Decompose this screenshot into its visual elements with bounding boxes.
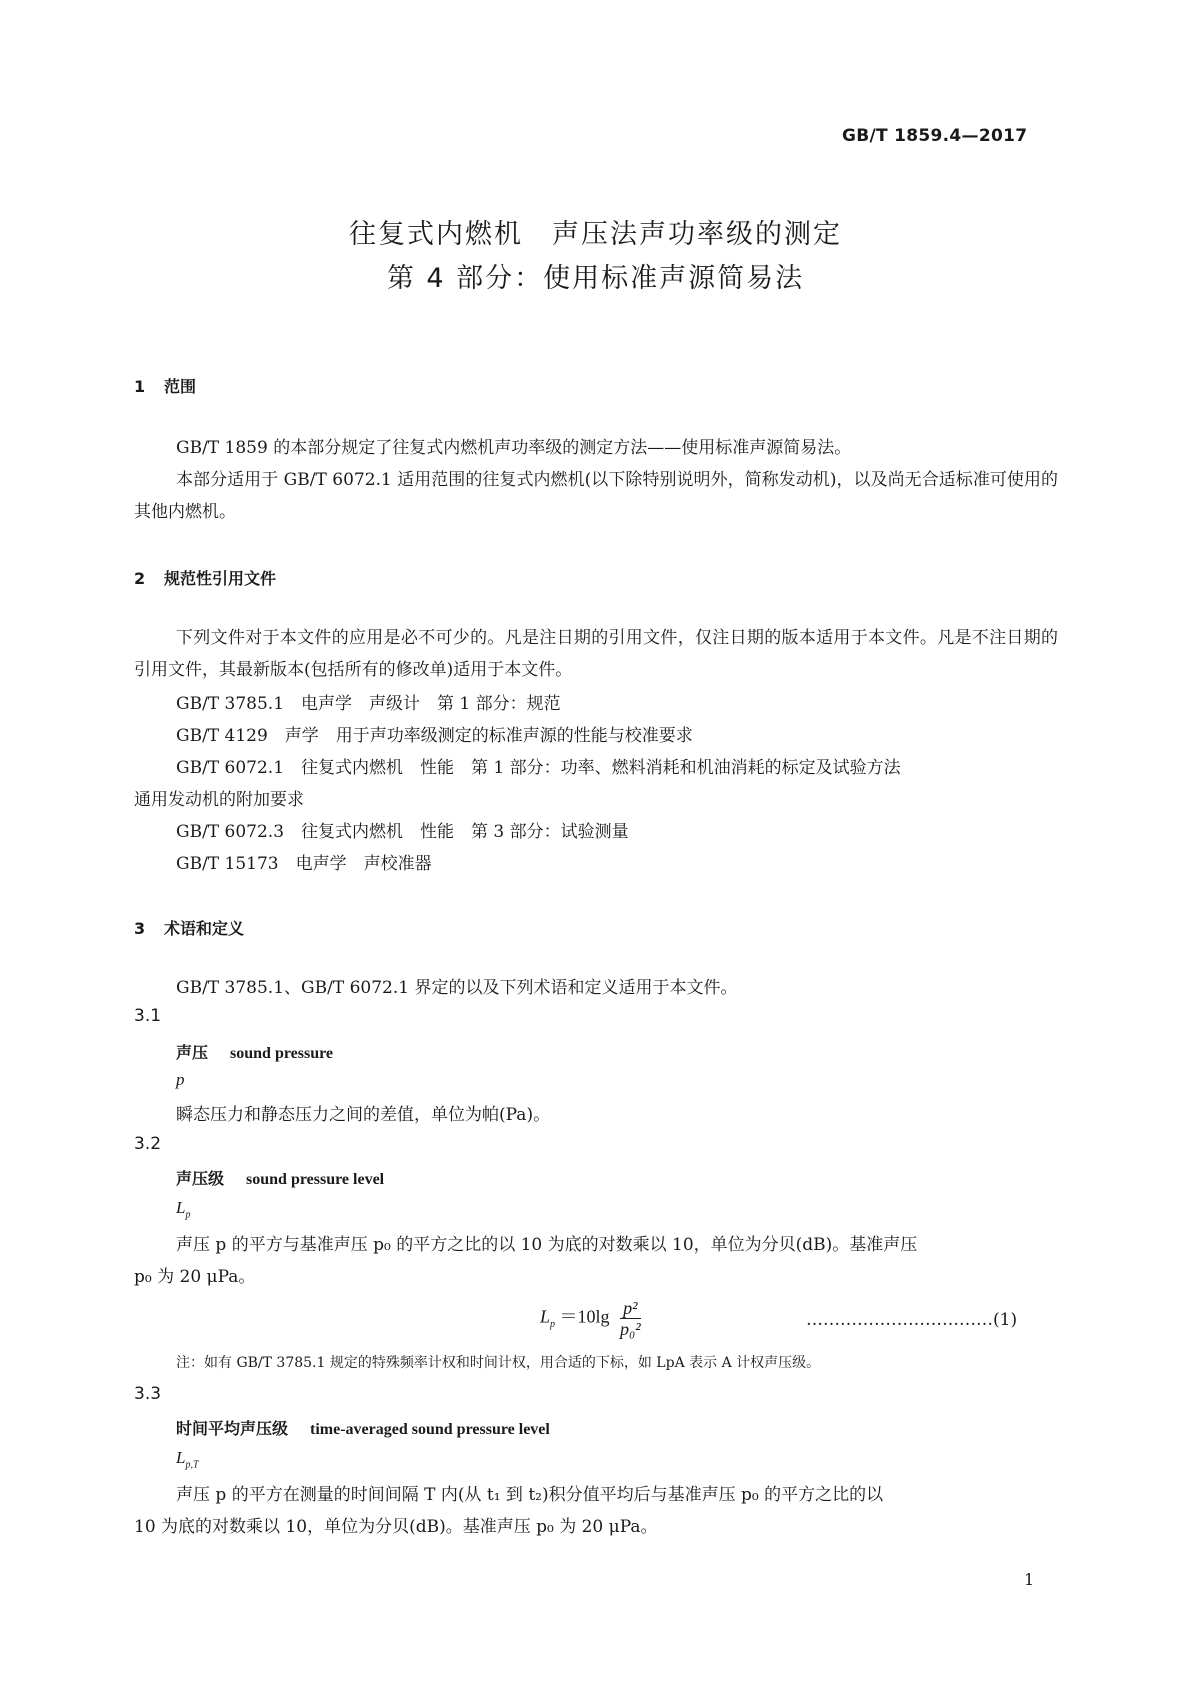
section-1-body	[134, 432, 1058, 528]
term-symbol: p	[176, 1070, 185, 1089]
term-definition: 瞬态压力和静态压力之间的差值，单位为帕(Pa)。	[176, 1105, 551, 1125]
reference-item: GB/T 4129 声学 用于声功率级测定的标准声源的性能与校准要求	[176, 726, 693, 746]
section-2-intro	[134, 622, 1058, 686]
term-number: 3.3	[134, 1384, 162, 1404]
section-2-title: 规范性引用文件	[164, 569, 277, 588]
section-3-intro: GB/T 3785.1、GB/T 6072.1 界定的以及下列术语和定义适用于本文件。	[176, 978, 738, 998]
term-heading	[176, 1040, 333, 1063]
term-en: time-averaged sound pressure level	[310, 1421, 550, 1438]
term-heading	[176, 1416, 550, 1439]
standard-code: GB/T 1859.4—2017	[842, 126, 1028, 146]
reference-item-continuation: 通用发动机的附加要求	[134, 790, 304, 810]
reference-item: GB/T 15173 电声学 声校准器	[176, 854, 432, 874]
reference-item: GB/T 3785.1 电声学 声级计 第 1 部分：规范	[176, 694, 561, 714]
symbol-subscript: p,T	[185, 1459, 199, 1471]
section-3-number: 3	[134, 919, 146, 938]
formula-fraction	[620, 1298, 641, 1339]
section-3-heading	[134, 916, 244, 939]
title-line-1: 往复式内燃机 声压法声功率级的测定	[349, 219, 842, 250]
section-2-heading	[134, 566, 276, 589]
formula-denominator: p₀²	[620, 1319, 641, 1339]
symbol-subscript: p	[185, 1209, 191, 1221]
section-2-intro-text: 下列文件对于本文件的应用是必不可少的。凡是注日期的引用文件，仅注日期的版本适用于本文件。凡是不注日期的引用文件，其最新版本(包括所有的修改单)适用于本文件。	[134, 628, 1058, 680]
title-line-2: 第 4 部分：使用标准声源简易法	[386, 263, 805, 294]
formula-lhs: L	[540, 1306, 551, 1327]
formula-1	[540, 1298, 641, 1339]
formula-lhs-subscript: p	[550, 1319, 556, 1331]
section-1-para-1: GB/T 1859 的本部分规定了往复式内燃机声功率级的测定方法——使用标准声源简易法。	[176, 438, 852, 458]
section-1-para-2: 本部分适用于 GB/T 6072.1 适用范围的往复式内燃机(以下除特别说明外，简称发动机)，以及尚无合适标准可使用的其他内燃机。	[134, 470, 1058, 522]
term-symbol	[176, 1198, 190, 1220]
term-en: sound pressure level	[246, 1171, 385, 1188]
formula-numerator: p²	[623, 1298, 638, 1318]
term-zh: 声压级	[176, 1169, 225, 1188]
section-1-title: 范围	[164, 377, 197, 396]
term-heading	[176, 1166, 384, 1189]
section-2-number: 2	[134, 569, 146, 588]
note: 注：如有 GB/T 3785.1 规定的特殊频率计权和时间计权，用合适的下标，如 LpA 表示 A 计权声压级。	[176, 1355, 821, 1371]
term-definition-line-1: 声压 p 的平方在测量的时间间隔 T 内(从 t₁ 到 t₂)积分值平均后与基准声压 p₀ 的平方之比的以	[176, 1485, 884, 1505]
term-number: 3.1	[134, 1006, 162, 1026]
term-definition-line-2: 10 为底的对数乘以 10，单位为分贝(dB)。基准声压 p₀ 为 20 μPa。	[134, 1517, 658, 1537]
equation-number: ……………………………(1)	[806, 1310, 1018, 1330]
term-en: sound pressure	[230, 1045, 334, 1062]
symbol-main: L	[176, 1198, 186, 1217]
reference-item: GB/T 6072.1 往复式内燃机 性能 第 1 部分：功率、燃料消耗和机油消耗的标定及试验方法	[176, 758, 901, 778]
section-3-title: 术语和定义	[164, 919, 245, 938]
term-definition-line-1: 声压 p 的平方与基准声压 p₀ 的平方之比的以 10 为底的对数乘以 10，单位为分贝(dB)。基准声压	[176, 1235, 918, 1255]
term-zh: 时间平均声压级	[176, 1419, 289, 1438]
section-1-heading	[134, 374, 196, 397]
term-zh: 声压	[176, 1043, 209, 1062]
formula-operator: ＝10lg	[559, 1306, 610, 1327]
term-definition-line-2: p₀ 为 20 μPa。	[134, 1267, 256, 1287]
term-symbol	[176, 1448, 199, 1470]
symbol-main: L	[176, 1448, 186, 1467]
page-number: 1	[1024, 1570, 1035, 1589]
section-1-number: 1	[134, 377, 146, 396]
reference-item: GB/T 6072.3 往复式内燃机 性能 第 3 部分：试验测量	[176, 822, 629, 842]
term-number: 3.2	[134, 1134, 162, 1154]
